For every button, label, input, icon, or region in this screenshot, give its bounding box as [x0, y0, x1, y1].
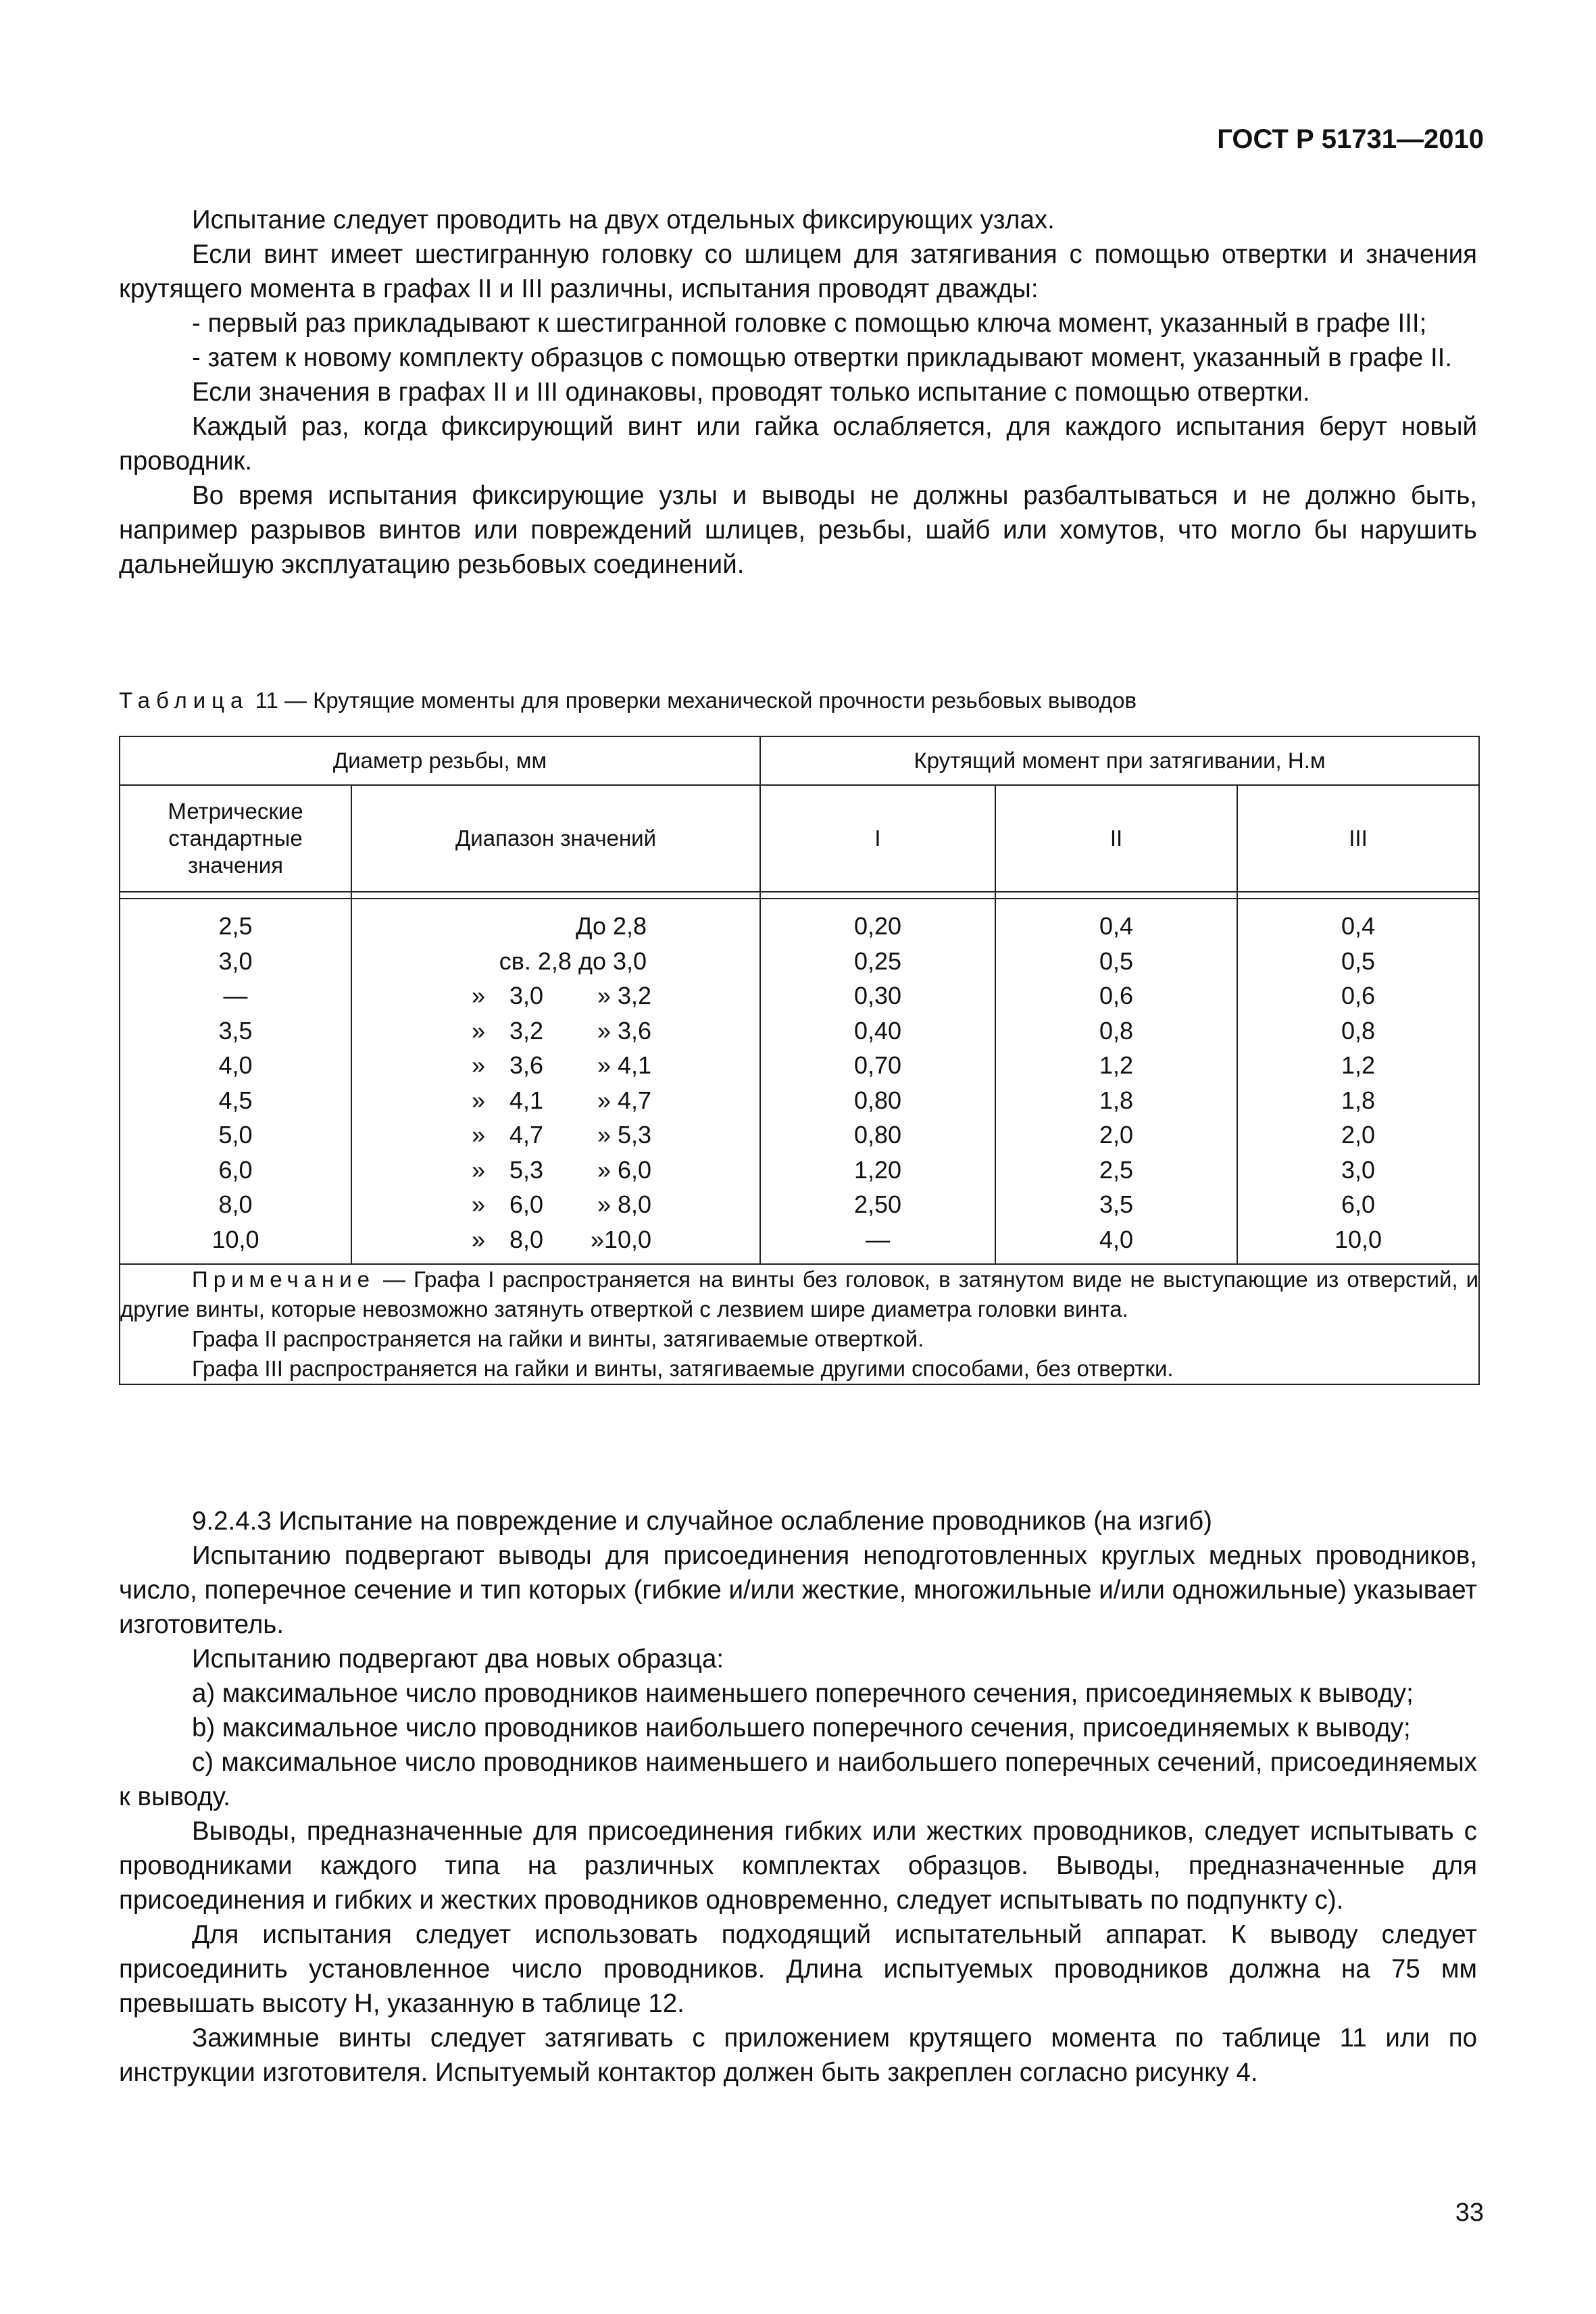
- table-cell: 1,20: [853, 1155, 902, 1184]
- col-I-values-column: [760, 899, 995, 1264]
- list-item: - первый раз прикладывают к шестигранной головке с помощью ключа момент, указанный в графе III;: [192, 309, 1427, 338]
- table-cell: 2,0: [1341, 1121, 1376, 1149]
- bottom-text-block: [119, 1504, 1477, 2090]
- table-cell: 4,5: [218, 1086, 253, 1114]
- table-caption: [119, 688, 1137, 713]
- list-item: a) максимальное число проводников наименьшего поперечного сечения, присоединяемых к выводу;: [192, 1679, 1414, 1708]
- paragraph: Испытание следует проводить на двух отдельных фиксирующих узлах.: [192, 205, 1055, 234]
- table-cell: 0,8: [1099, 1016, 1134, 1045]
- paragraph: Испытанию подвергают выводы для присоединения неподготовленных круглых медных проводников, число, поперечное сечение и тип которых (гибкие и/или жесткие, многожильные и/или одножильные) указывает изготовитель.: [119, 1541, 1477, 1639]
- table-cell: 0,80: [853, 1121, 902, 1149]
- col-III-values-column: [1237, 899, 1479, 1264]
- table-cell: 10,0: [211, 1225, 259, 1253]
- header-torque: Крутящий момент при затягивании, Н.м: [760, 736, 1479, 785]
- table-cell: 4,0: [218, 1051, 253, 1079]
- table-cell: 2,0: [1099, 1121, 1134, 1149]
- document-code: ГОСТ Р 51731—2010: [1217, 124, 1484, 154]
- table-cell: 6,0: [1341, 1190, 1376, 1218]
- paragraph: Каждый раз, когда фиксирующий винт или гайка ослабляется, для каждого испытания берут новый проводник.: [119, 412, 1477, 476]
- paragraph: Испытанию подвергают два новых образца:: [192, 1644, 724, 1674]
- col-range-header: Диапазон значений: [351, 785, 760, 892]
- note-paragraph: Графа II распространяется на гайки и винты, затягиваемые отверткой.: [192, 1326, 924, 1351]
- list-item: b) максимальное число проводников наибольшего поперечного сечения, присоединяемых к выводу;: [192, 1713, 1411, 1742]
- table-cell: 0,70: [853, 1051, 902, 1079]
- table-cell: 4,0: [1099, 1225, 1134, 1253]
- table-cell: До 2,8: [576, 912, 647, 940]
- metric-values-column: [120, 899, 351, 1264]
- table-cell: 8,0: [218, 1190, 253, 1218]
- table-cell: 0,4: [1099, 912, 1134, 940]
- table-cell: 0,40: [853, 1016, 902, 1045]
- col-II-values-column: [995, 899, 1237, 1264]
- paragraph: Если значения в графах II и III одинаковы, проводят только испытание с помощью отвертки.: [192, 378, 1310, 407]
- table-cell: 0,4: [1341, 912, 1376, 940]
- torque-table: [119, 736, 1478, 1385]
- note-paragraph: Графа III распространяется на гайки и винты, затягиваемые другими способами, без отвертки.: [192, 1356, 1174, 1381]
- table-cell: 1,8: [1341, 1086, 1376, 1114]
- table-cell: 0,5: [1099, 947, 1134, 975]
- table-cell: 0,80: [853, 1086, 902, 1114]
- table-cell: 0,5: [1341, 947, 1376, 975]
- paragraph: Выводы, предназначенные для присоединения гибких или жестких проводников, следует испытывать с проводниками каждого типа на различных комплектах образцов. Выводы, предназначенные для присоединения и гибких и жестких проводников одновременно, следует испытывать по подпункту с).: [119, 1817, 1477, 1915]
- table-cell: 3,0: [218, 947, 253, 975]
- list-item: c) максимальное число проводников наименьшего и наибольшего поперечных сечений, присоединяемых к выводу.: [119, 1748, 1477, 1811]
- col-I-header: I: [760, 785, 995, 892]
- table-cell: 3,0: [1341, 1155, 1376, 1184]
- table-cell: 0,30: [853, 982, 902, 1009]
- table-cell: 10,0: [1334, 1225, 1382, 1253]
- table-cell: 1,2: [1341, 1051, 1376, 1079]
- col-metric-header: Метрические стандартные значения: [120, 785, 351, 892]
- table-cell: 3,5: [1099, 1190, 1134, 1218]
- table-caption-text: 11 — Крутящие моменты для проверки механической прочности резьбовых выводов: [249, 688, 1137, 713]
- table-cell: 1,8: [1099, 1086, 1134, 1114]
- paragraph: Зажимные винты следует затягивать с приложением крутящего момента по таблице 11 или по инструкции изготовителя. Испытуемый контактор должен быть закреплен согласно рисунку 4.: [119, 2023, 1477, 2087]
- section-heading: 9.2.4.3 Испытание на повреждение и случайное ослабление проводников (на изгиб): [192, 1507, 1212, 1536]
- table-cell: —: [223, 982, 248, 1009]
- table-cell: 3,5: [218, 1016, 253, 1045]
- table-cell: 0,6: [1341, 982, 1376, 1009]
- table-cell: 5,0: [218, 1121, 253, 1149]
- table-cell: 0,20: [853, 912, 902, 940]
- top-text-block: [119, 203, 1477, 582]
- table-caption-label: Таблица: [119, 688, 249, 713]
- list-item: - затем к новому комплекту образцов с помощью отвертки прикладывают момент, указанный в графе II.: [192, 343, 1453, 372]
- table-cell: св. 2,8 до 3,0: [499, 947, 647, 975]
- table-cell: 6,0: [218, 1155, 253, 1184]
- col-III-header: III: [1237, 785, 1479, 892]
- table-cell: 2,5: [1099, 1155, 1134, 1184]
- table-cell: —: [866, 1225, 891, 1253]
- col-II-header: II: [995, 785, 1237, 892]
- table-cell: 1,2: [1099, 1051, 1134, 1079]
- note-label: Примечание: [192, 1267, 376, 1292]
- table-cell: 0,8: [1341, 1016, 1376, 1045]
- table-cell: 0,6: [1099, 982, 1134, 1009]
- table-cell: 2,50: [853, 1190, 902, 1218]
- paragraph: Во время испытания фиксирующие узлы и выводы не должны разбалтываться и не должно быть, например разрывов винтов или повреждений шлицев, резьбы, шайб или хомутов, что могло бы нарушить дальнейшую эксплуатацию резьбовых соединений.: [119, 481, 1477, 579]
- paragraph: Если винт имеет шестигранную головку со шлицем для затягивания с помощью отвертки и значения крутящего момента в графах II и III различны, испытания проводят дважды:: [119, 240, 1477, 303]
- table-note: [120, 1264, 1479, 1384]
- table-cell: 0,25: [853, 947, 902, 975]
- range-values-column: До 2,8 св. 2,8 до 3,0 » 3,0 » 3,2 » 3,2 » 3,6 » 3,6 » 4,1 » 4,1 » 4,7 » 4,7 » 5,3 » 5,3 » 6,0 » 6,0 » 8,0 » 8,0 » 10,0: [351, 899, 760, 1264]
- paragraph: Для испытания следует использовать подходящий испытательный аппарат. К выводу следует присоединить установленное число проводников. Длина испытуемых проводников должна на 75 мм превышать высоту Н, указанную в таблице 12.: [119, 1920, 1477, 2018]
- table-cell: 2,5: [218, 912, 253, 940]
- page-number: 33: [1455, 2198, 1484, 2227]
- header-diameter: Диаметр резьбы, мм: [120, 736, 760, 785]
- note-paragraph: Примечание — Графа I распространяется на винты без головок, в затянутом виде не выступающие из отверстий, и другие винты, которые невозможно затянуть отверткой с лезвием шире диаметра головки винта.: [120, 1267, 1479, 1322]
